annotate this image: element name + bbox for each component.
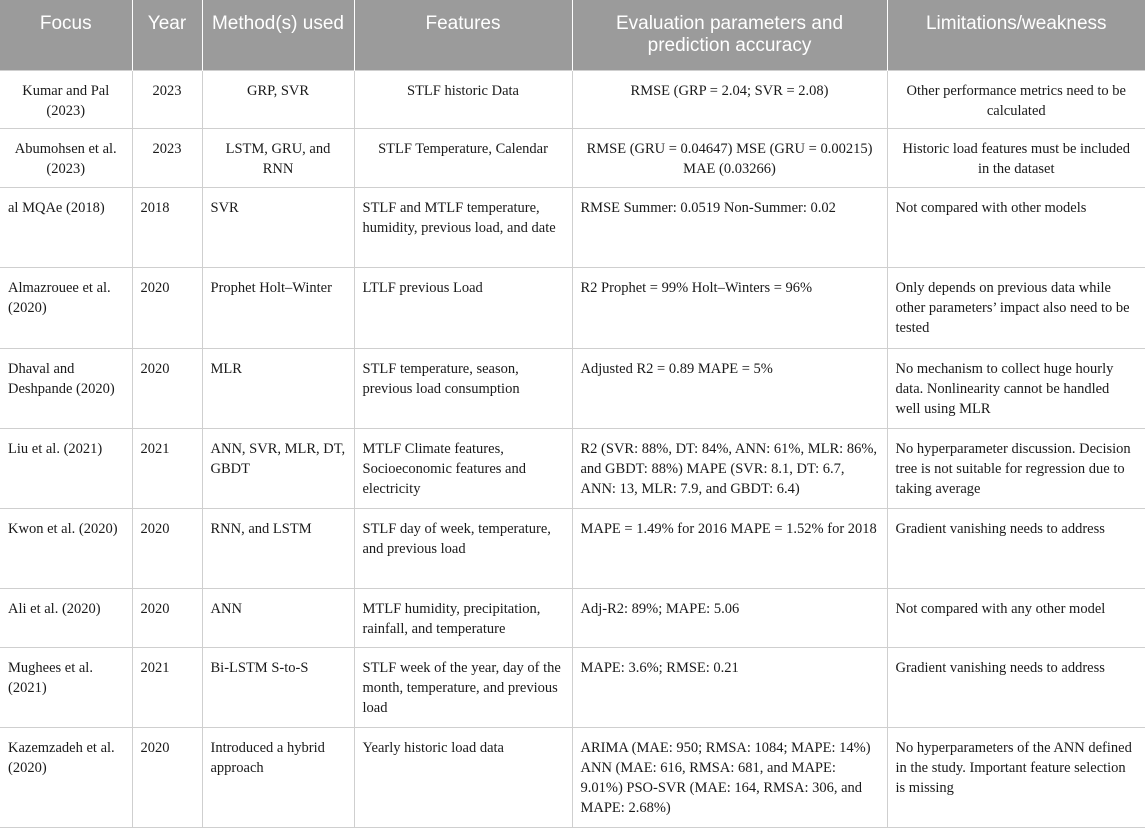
cell-features: STLF historic Data	[354, 70, 572, 128]
cell-focus: Mughees et al. (2021)	[0, 647, 132, 727]
cell-limitations: Not compared with other models	[887, 187, 1145, 267]
cell-evaluation: MAPE = 1.49% for 2016 MAPE = 1.52% for 2018	[572, 508, 887, 588]
cell-methods: LSTM, GRU, and RNN	[202, 128, 354, 187]
cell-focus: Almazrouee et al. (2020)	[0, 267, 132, 348]
cell-year: 2018	[132, 187, 202, 267]
cell-evaluation: MAPE: 3.6%; RMSE: 0.21	[572, 647, 887, 727]
cell-limitations: Other performance metrics need to be calculated	[887, 70, 1145, 128]
cell-year: 2020	[132, 267, 202, 348]
table-row	[0, 647, 1145, 727]
table-header	[0, 0, 1145, 70]
cell-year: 2021	[132, 647, 202, 727]
cell-features: LTLF previous Load	[354, 267, 572, 348]
cell-limitations: Historic load features must be included in the dataset	[887, 128, 1145, 187]
cell-evaluation: RMSE (GRU = 0.04647) MSE (GRU = 0.00215) MAE (0.03266)	[572, 128, 887, 187]
cell-year: 2023	[132, 70, 202, 128]
table-row	[0, 348, 1145, 428]
table-row	[0, 187, 1145, 267]
cell-evaluation: ARIMA (MAE: 950; RMSA: 1084; MAPE: 14%) ANN (MAE: 616, RMSA: 681, and MAPE: 9.01%) PSO-SVR (MAE: 164, RMSA: 306, and MAPE: 2.68%)	[572, 727, 887, 827]
cell-limitations: Only depends on previous data while other parameters’ impact also need to be tested	[887, 267, 1145, 348]
cell-methods: ANN	[202, 588, 354, 647]
cell-focus: Kwon et al. (2020)	[0, 508, 132, 588]
cell-focus: Kumar and Pal (2023)	[0, 70, 132, 128]
cell-methods: Introduced a hybrid approach	[202, 727, 354, 827]
table-row	[0, 128, 1145, 187]
cell-methods: Bi-LSTM S-to-S	[202, 647, 354, 727]
cell-limitations: No hyperparameters of the ANN defined in the study. Important feature selection is missing	[887, 727, 1145, 827]
header-methods: Method(s) used	[202, 0, 354, 70]
header-features: Features	[354, 0, 572, 70]
cell-limitations: No hyperparameter discussion. Decision tree is not suitable for regression due to taking average	[887, 428, 1145, 508]
cell-year: 2020	[132, 508, 202, 588]
cell-limitations: No mechanism to collect huge hourly data. Nonlinearity cannot be handled well using MLR	[887, 348, 1145, 428]
header-row	[0, 0, 1145, 70]
cell-focus: al MQAe (2018)	[0, 187, 132, 267]
cell-features: Yearly historic load data	[354, 727, 572, 827]
cell-evaluation: RMSE (GRP = 2.04; SVR = 2.08)	[572, 70, 887, 128]
cell-limitations: Gradient vanishing needs to address	[887, 647, 1145, 727]
cell-features: STLF day of week, temperature, and previous load	[354, 508, 572, 588]
cell-limitations: Not compared with any other model	[887, 588, 1145, 647]
cell-features: STLF and MTLF temperature, humidity, previous load, and date	[354, 187, 572, 267]
cell-features: MTLF humidity, precipitation, rainfall, and temperature	[354, 588, 572, 647]
header-year: Year	[132, 0, 202, 70]
table-row	[0, 428, 1145, 508]
cell-features: STLF week of the year, day of the month, temperature, and previous load	[354, 647, 572, 727]
cell-year: 2020	[132, 348, 202, 428]
cell-features: MTLF Climate features, Socioeconomic features and electricity	[354, 428, 572, 508]
cell-year: 2023	[132, 128, 202, 187]
cell-features: STLF temperature, season, previous load consumption	[354, 348, 572, 428]
cell-evaluation: R2 (SVR: 88%, DT: 84%, ANN: 61%, MLR: 86%, and GBDT: 88%) MAPE (SVR: 8.1, DT: 6.7, ANN: 13, MLR: 7.9, and GBDT: 6.4)	[572, 428, 887, 508]
cell-methods: GRP, SVR	[202, 70, 354, 128]
cell-methods: ANN, SVR, MLR, DT, GBDT	[202, 428, 354, 508]
header-limitations: Limitations/weakness	[887, 0, 1145, 70]
cell-focus: Dhaval and Deshpande (2020)	[0, 348, 132, 428]
cell-limitations: Gradient vanishing needs to address	[887, 508, 1145, 588]
cell-focus: Kazemzadeh et al. (2020)	[0, 727, 132, 827]
table-row	[0, 70, 1145, 128]
cell-methods: MLR	[202, 348, 354, 428]
cell-evaluation: Adjusted R2 = 0.89 MAPE = 5%	[572, 348, 887, 428]
cell-focus: Liu et al. (2021)	[0, 428, 132, 508]
cell-features: STLF Temperature, Calendar	[354, 128, 572, 187]
table-row	[0, 727, 1145, 827]
table-row	[0, 588, 1145, 647]
cell-focus: Ali et al. (2020)	[0, 588, 132, 647]
cell-year: 2021	[132, 428, 202, 508]
table-row	[0, 508, 1145, 588]
cell-methods: Prophet Holt–Winter	[202, 267, 354, 348]
cell-evaluation: RMSE Summer: 0.0519 Non-Summer: 0.02	[572, 187, 887, 267]
header-evaluation: Evaluation parameters and prediction accuracy	[572, 0, 887, 70]
cell-methods: SVR	[202, 187, 354, 267]
cell-year: 2020	[132, 588, 202, 647]
cell-focus: Abumohsen et al. (2023)	[0, 128, 132, 187]
cell-year: 2020	[132, 727, 202, 827]
cell-evaluation: Adj-R2: 89%; MAPE: 5.06	[572, 588, 887, 647]
table-body	[0, 70, 1145, 827]
cell-methods: RNN, and LSTM	[202, 508, 354, 588]
cell-evaluation: R2 Prophet = 99% Holt–Winters = 96%	[572, 267, 887, 348]
header-focus: Focus	[0, 0, 132, 70]
table-row	[0, 267, 1145, 348]
